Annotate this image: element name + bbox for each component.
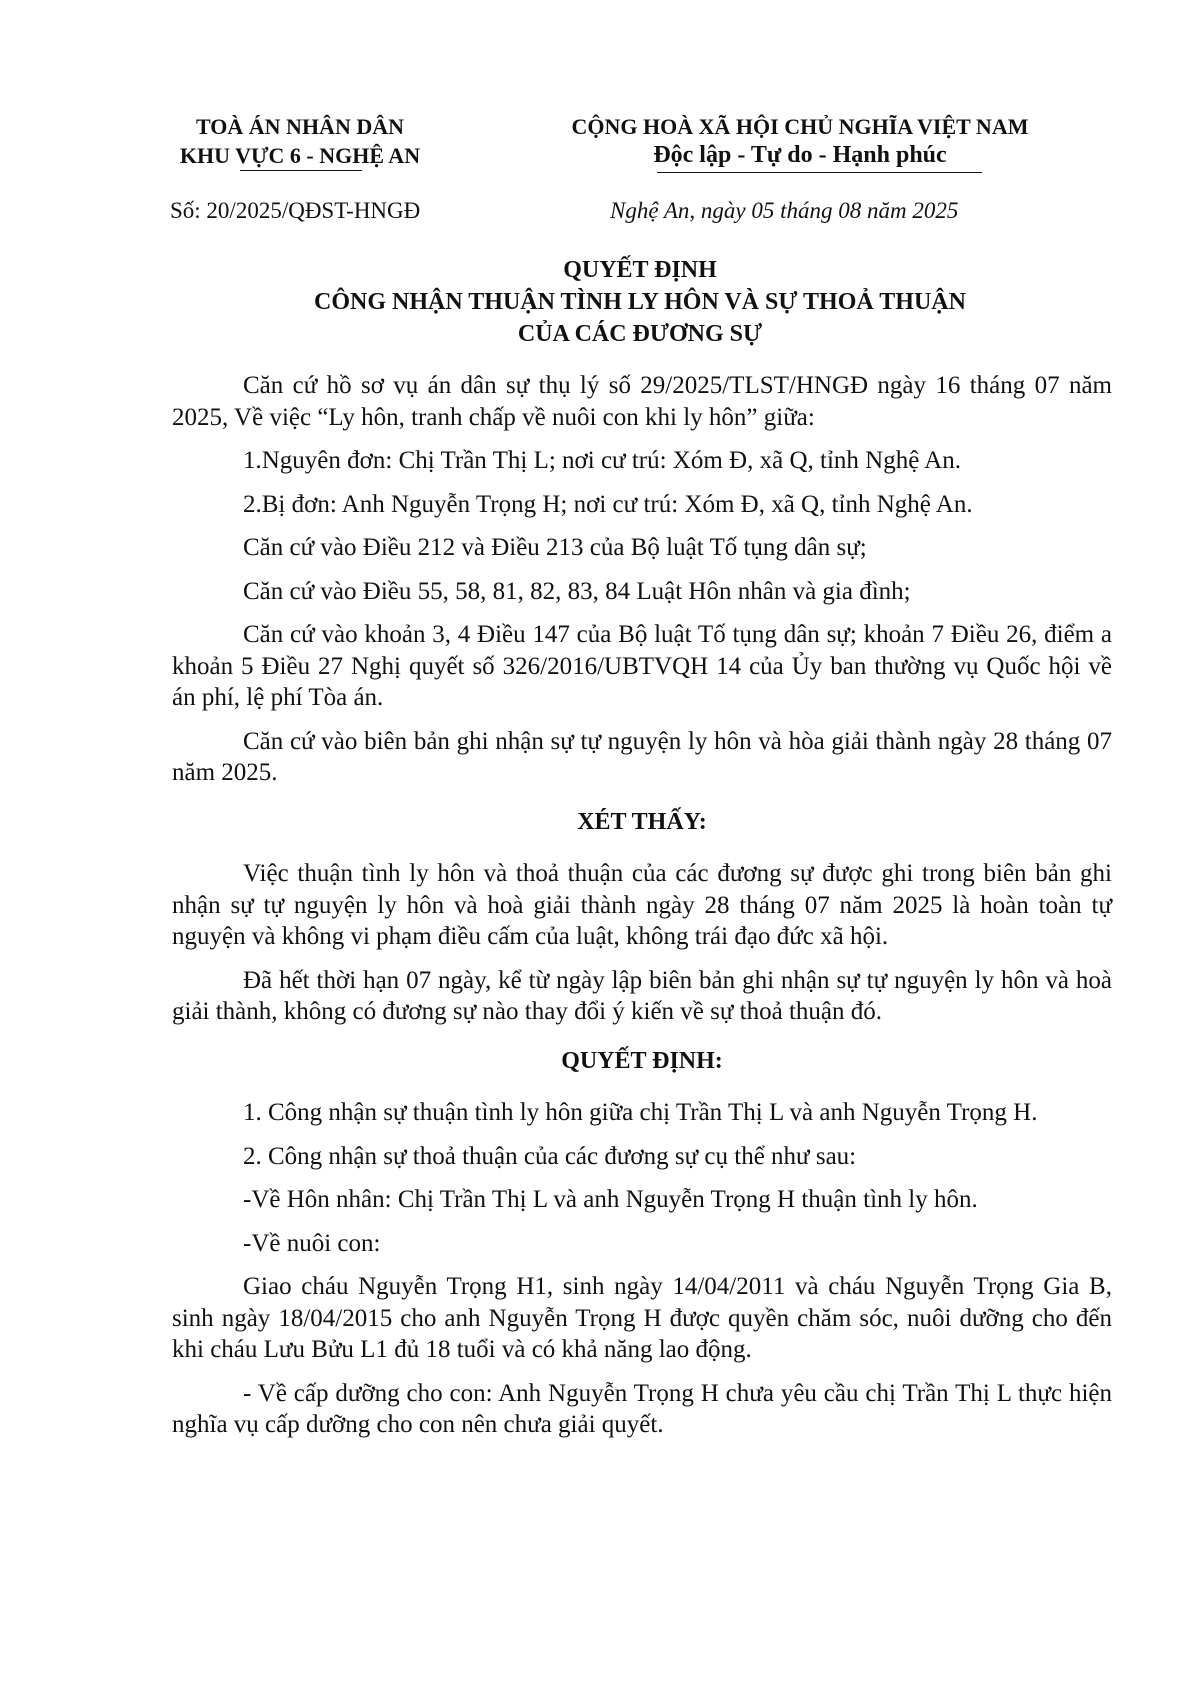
motto-underline <box>657 172 982 173</box>
preamble-paragraph: Căn cứ vào Điều 55, 58, 81, 82, 83, 84 Luật Hôn nhân và gia đình; <box>243 577 911 605</box>
national-header <box>530 112 1070 170</box>
court-name: TOÀ ÁN NHÂN DÂN <box>196 114 404 139</box>
quyet-dinh-paragraph: Giao cháu Nguyễn Trọng H1, sinh ngày 14/04/2011 và cháu Nguyễn Trọng Gia B, sinh ngày 18/04/2015 cho anh Nguyễn Trọng H được quyền chăm sóc, nuôi dưỡng cho đến khi cháu Lưu Bửu L1 đủ 18 tuổi và có khả năng lao động. <box>172 1273 1112 1363</box>
quyet-dinh-paragraph: -Về Hôn nhân: Chị Trần Thị L và anh Nguyễn Trọng H thuận tình ly hôn. <box>243 1186 978 1213</box>
court-region: KHU VỰC 6 - NGHỆ AN <box>179 143 421 168</box>
preamble-paragraph: Căn cứ vào biên bản ghi nhận sự tự nguyện ly hôn và hòa giải thành ngày 28 tháng 07 năm 2025. <box>172 727 1112 786</box>
section-heading-quyet-dinh: QUYẾT ĐỊNH: <box>561 1047 723 1074</box>
quyet-dinh-paragraph: -Về nuôi con: <box>243 1229 381 1257</box>
national-name: CỘNG HOÀ XÃ HỘI CHỦ NGHĨA VIỆT NAM <box>571 114 1029 139</box>
section-heading-xet-thay: XÉT THẤY: <box>577 808 707 835</box>
quyet-dinh-paragraph: - Về cấp dưỡng cho con: Anh Nguyễn Trọng H chưa yêu cầu chị Trần Thị L thực hiện nghĩa vụ cấp dưỡng cho con nên chưa giải quyết. <box>172 1379 1112 1438</box>
preamble-paragraph: Căn cứ vào Điều 212 và Điều 213 của Bộ luật Tố tụng dân sự; <box>243 534 867 561</box>
preamble-paragraph: 1.Nguyên đơn: Chị Trần Thị L; nơi cư trú: Xóm Đ, xã Q, tỉnh Nghệ An. <box>243 447 961 474</box>
document-subtitle-2: CỦA CÁC ĐƯƠNG SỰ <box>517 321 763 347</box>
document-title: QUYẾT ĐỊNH <box>563 257 717 283</box>
preamble-paragraph: 2.Bị đơn: Anh Nguyễn Trọng H; nơi cư trú: Xóm Đ, xã Q, tỉnh Nghệ An. <box>243 490 973 518</box>
decision-date: Nghệ An, ngày 05 tháng 08 năm 2025 <box>610 198 959 223</box>
court-header-underline <box>240 170 362 171</box>
preamble-paragraph: Căn cứ vào khoản 3, 4 Điều 147 của Bộ luật Tố tụng dân sự; khoản 7 Điều 26, điểm a khoản 5 Điều 27 Nghị quyết số 326/2016/UBTVQH 14 của Ủy ban thường vụ Quốc hội về án phí, lệ phí Tòa án. <box>172 621 1112 711</box>
xet-thay-paragraph: Việc thuận tình ly hôn và thoả thuận của các đương sự được ghi trong biên bản ghi nhận sự tự nguyện ly hôn và hoà giải thành ngày 28 tháng 07 năm 2025 là hoàn toàn tự nguyện và không vi phạm điều cấm của luật, không trái đạo đức xã hội. <box>172 860 1112 950</box>
preamble-paragraph: Căn cứ hồ sơ vụ án dân sự thụ lý số 29/2025/TLST/HNGĐ ngày 16 tháng 07 năm 2025, Về việc “Ly hôn, tranh chấp về nuôi con khi ly hôn” giữa: <box>172 372 1112 431</box>
quyet-dinh-paragraph: 1. Công nhận sự thuận tình ly hôn giữa chị Trần Thị L và anh Nguyễn Trọng H. <box>243 1099 1038 1126</box>
xet-thay-paragraph: Đã hết thời hạn 07 ngày, kể từ ngày lập biên bản ghi nhận sự tự nguyện ly hôn và hoà giải thành, không có đương sự nào thay đổi ý kiến về sự thoả thuận đó. <box>172 966 1112 1025</box>
quyet-dinh-paragraph: 2. Công nhận sự thoả thuận của các đương sự cụ thể như sau: <box>243 1142 857 1170</box>
national-motto: Độc lập - Tự do - Hạnh phúc <box>653 142 947 168</box>
court-header <box>150 112 450 170</box>
document-subtitle: CÔNG NHẬN THUẬN TÌNH LY HÔN VÀ SỰ THOẢ THUẬN <box>314 289 966 315</box>
decision-number: Số: 20/2025/QĐST-HNGĐ <box>170 198 421 223</box>
document-body <box>172 370 1112 1453</box>
